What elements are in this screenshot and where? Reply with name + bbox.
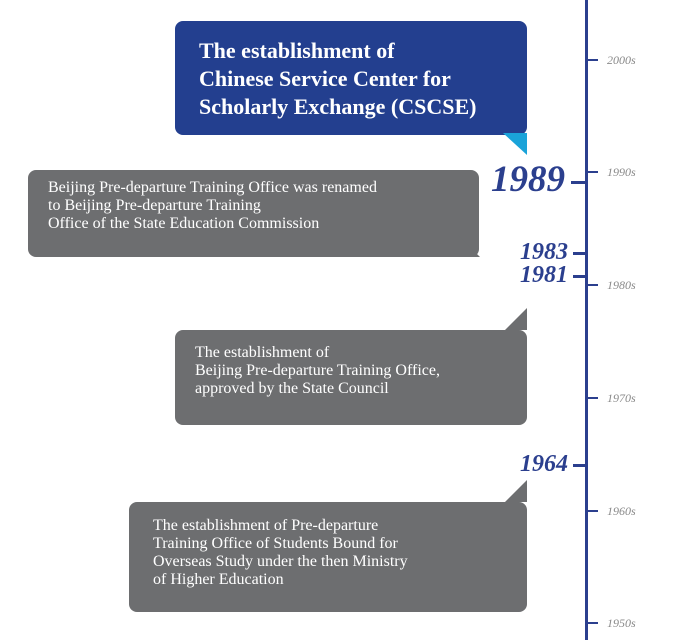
event-predeparture-line: Training Office of Students Bound for xyxy=(153,535,398,552)
event-cscse-callout xyxy=(175,21,527,135)
year-tick-1989 xyxy=(571,181,585,184)
decade-tick-1990s xyxy=(588,171,598,173)
event-predeparture-line: The establishment of Pre-departure xyxy=(153,517,379,534)
event-office-pointer xyxy=(505,308,529,332)
event-predeparture-callout xyxy=(129,502,527,612)
decade-tick-1960s xyxy=(588,510,598,512)
event-predeparture-pointer xyxy=(505,480,529,504)
year-label-1964: 1964 xyxy=(520,451,568,477)
event-office-line: The establishment of xyxy=(195,344,330,361)
event-office-line: approved by the State Council xyxy=(195,380,389,397)
event-renamed-callout xyxy=(28,170,479,257)
event-cscse-line: The establishment of xyxy=(199,38,395,63)
event-office-line: Beijing Pre-departure Training Office, xyxy=(195,362,440,379)
year-tick-1964 xyxy=(573,464,585,467)
timeline-axis xyxy=(585,0,588,640)
year-label-1989: 1989 xyxy=(491,159,565,200)
decade-label-1980s: 1980s xyxy=(607,278,636,292)
event-cscse-line: Chinese Service Center for xyxy=(199,66,451,91)
decade-label-1950s: 1950s xyxy=(607,616,636,630)
event-renamed-line: Beijing Pre-departure Training Office was renamed xyxy=(48,179,377,196)
event-renamed-pointer xyxy=(458,235,484,257)
event-renamed-line: to Beijing Pre-departure Training xyxy=(48,197,261,214)
year-tick-1983 xyxy=(573,252,585,255)
year-tick-1981 xyxy=(573,275,585,278)
decade-label-1970s: 1970s xyxy=(607,391,636,405)
event-renamed-line: Office of the State Education Commission xyxy=(48,215,320,232)
event-predeparture-line: of Higher Education xyxy=(153,571,284,588)
decade-tick-1970s xyxy=(588,397,598,399)
decade-tick-1950s xyxy=(588,622,598,624)
decade-label-1960s: 1960s xyxy=(607,504,636,518)
event-predeparture-line: Overseas Study under the then Ministry xyxy=(153,553,408,570)
event-office-callout xyxy=(175,330,527,425)
decade-tick-2000s xyxy=(588,59,598,61)
event-cscse-pointer xyxy=(503,133,533,157)
year-label-1981: 1981 xyxy=(520,262,568,288)
decade-tick-1980s xyxy=(588,284,598,286)
decade-label-2000s: 2000s xyxy=(607,53,636,67)
event-cscse-line: Scholarly Exchange (CSCSE) xyxy=(199,94,477,119)
year-label-1983: 1983 xyxy=(520,239,568,265)
decade-label-1990s: 1990s xyxy=(607,165,636,179)
